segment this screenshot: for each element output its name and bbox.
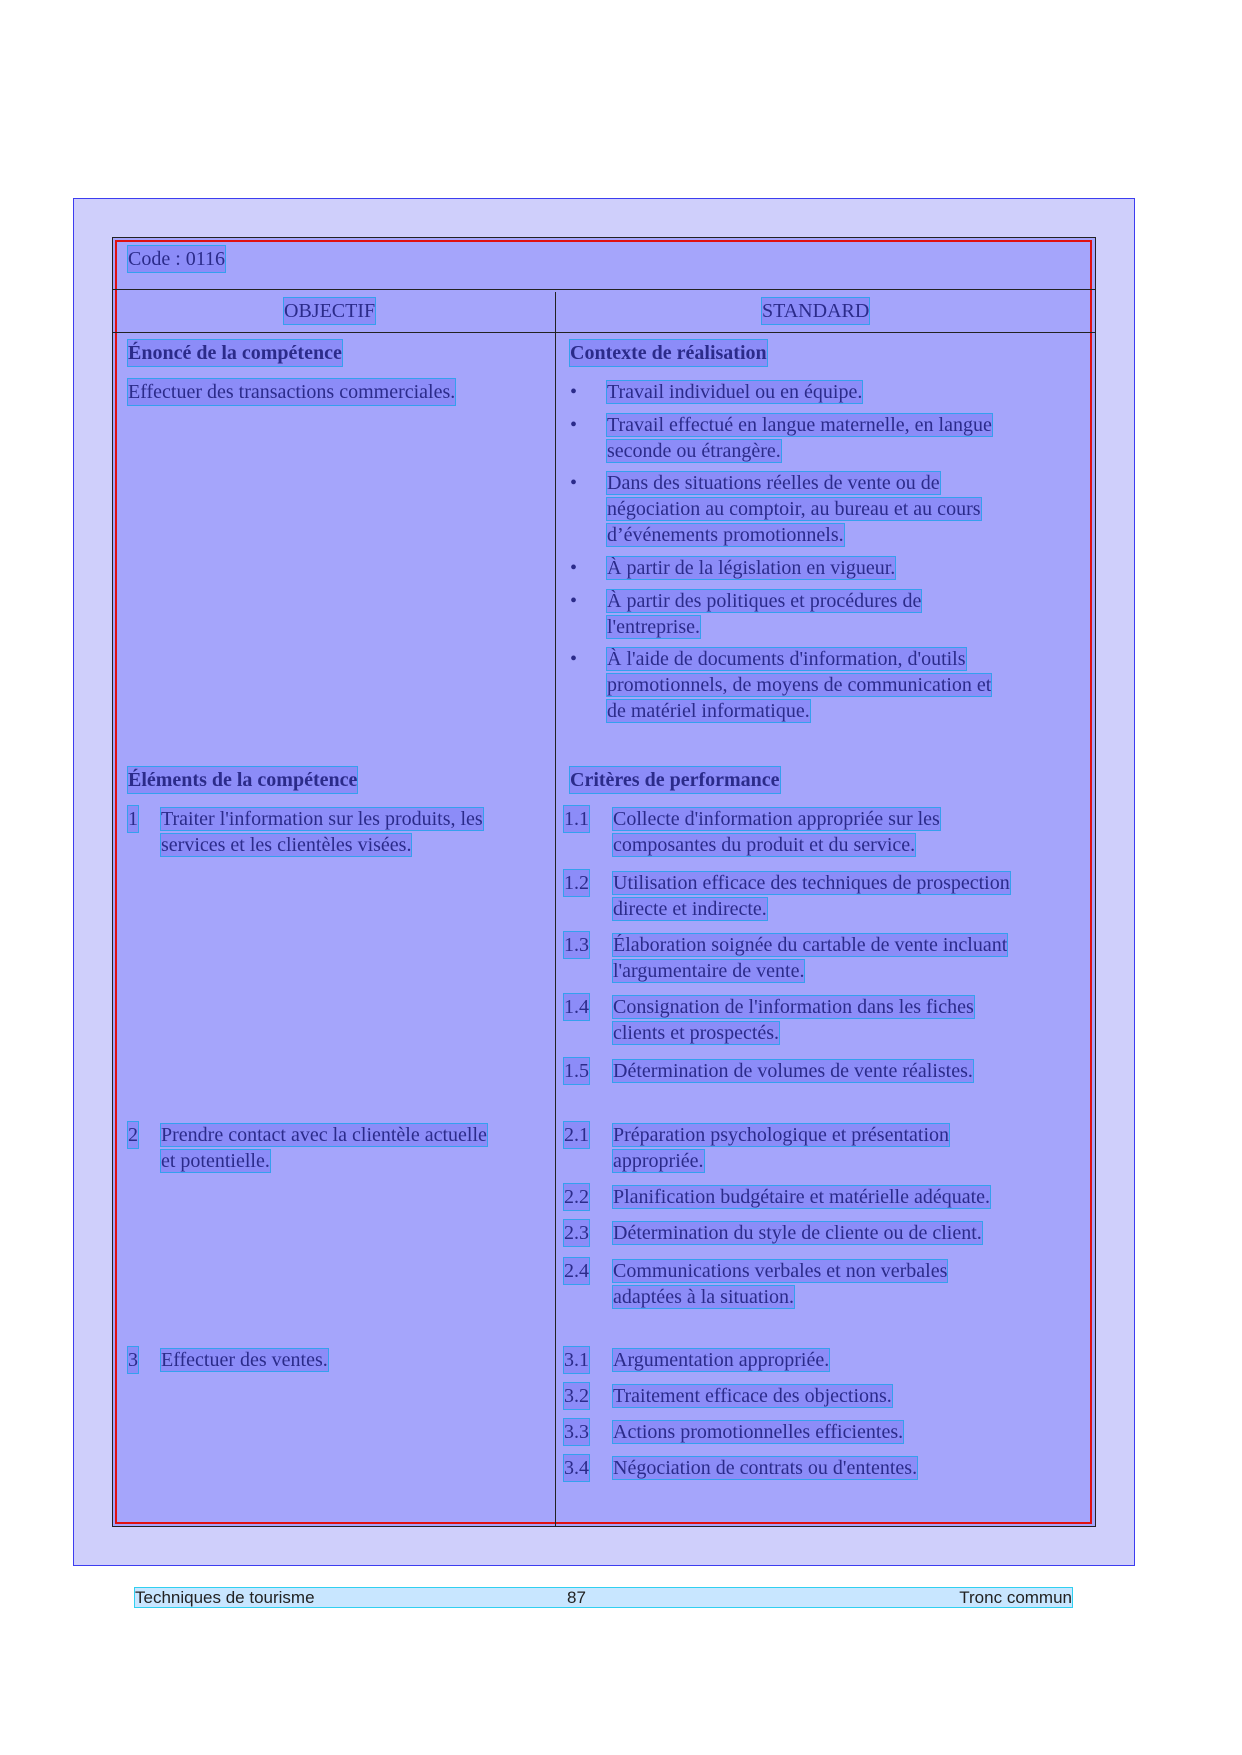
contexte-item-line: Dans des situations réelles de vente ou de xyxy=(607,472,940,494)
criterion-text xyxy=(613,1419,903,1445)
criterion-number: 1.2 xyxy=(564,872,589,894)
criterion-text-line: Traitement efficace des objections. xyxy=(613,1385,892,1407)
criterion-text-line: directe et indirecte. xyxy=(613,898,767,920)
criterion-number: 1.5 xyxy=(564,1060,589,1082)
element-text-line: et potentielle. xyxy=(161,1150,270,1172)
criterion-text xyxy=(613,1122,949,1174)
element-number: 2 xyxy=(128,1124,138,1146)
contexte-item-line: Travail individuel ou en équipe. xyxy=(607,381,863,403)
criterion-text-line: composantes du produit et du service. xyxy=(613,834,916,856)
column-divider xyxy=(555,292,556,1527)
criteres-heading: Critères de performance xyxy=(570,769,780,791)
criterion-text-line: Détermination du style de cliente ou de client. xyxy=(613,1222,982,1244)
contexte-item-line: négociation au comptoir, au bureau et au cours xyxy=(607,498,981,520)
criterion-number: 2.2 xyxy=(564,1186,589,1208)
footer-right: Tronc commun xyxy=(959,1588,1072,1607)
contexte-item xyxy=(607,555,895,581)
enonce-text: Effectuer des transactions commerciales. xyxy=(128,381,456,403)
footer-page-number: 87 xyxy=(567,1588,586,1607)
contexte-item-line: Travail effectué en langue maternelle, en langue xyxy=(607,414,992,436)
contexte-item-line: de matériel informatique. xyxy=(607,700,810,722)
element-text xyxy=(161,1122,487,1174)
contexte-item xyxy=(607,412,992,464)
criterion-text xyxy=(613,1383,892,1409)
criterion-text xyxy=(613,870,1010,922)
element-number: 1 xyxy=(128,808,138,830)
criterion-text-line: Consignation de l'information dans les fiches xyxy=(613,996,974,1018)
element-text-line: Prendre contact avec la clientèle actuelle xyxy=(161,1124,487,1146)
criterion-number: 1.3 xyxy=(564,934,589,956)
criterion-text-line: Argumentation appropriée. xyxy=(613,1349,830,1371)
contexte-item xyxy=(607,470,981,548)
contexte-heading: Contexte de réalisation xyxy=(570,342,767,364)
element-number: 3 xyxy=(128,1349,138,1371)
criterion-text xyxy=(613,1455,917,1481)
element-text xyxy=(161,806,483,858)
criterion-text xyxy=(613,994,974,1046)
bullet-icon: • xyxy=(570,381,578,403)
contexte-item-line: promotionnels, de moyens de communication et xyxy=(607,674,992,696)
page-footer xyxy=(135,1588,1072,1607)
header-bottom-rule xyxy=(113,332,1095,333)
criterion-number: 1.1 xyxy=(564,808,589,830)
criterion-text xyxy=(613,1347,829,1373)
bullet-icon: • xyxy=(570,557,578,579)
criterion-text xyxy=(613,1220,982,1246)
criterion-text-line: Élaboration soignée du cartable de vente incluant xyxy=(613,934,1008,956)
criterion-text xyxy=(613,806,940,858)
criterion-text-line: Collecte d'information appropriée sur les xyxy=(613,808,940,830)
standard-header: STANDARD xyxy=(762,300,870,322)
criterion-text xyxy=(613,932,1007,984)
criterion-text-line: Actions promotionnelles efficientes. xyxy=(613,1421,904,1443)
contexte-item xyxy=(607,379,862,405)
criterion-number: 2.1 xyxy=(564,1124,589,1146)
bullet-icon: • xyxy=(570,414,578,436)
contexte-item-line: l'entreprise. xyxy=(607,616,701,638)
criterion-text-line: Communications verbales et non verbales xyxy=(613,1260,948,1282)
criterion-text xyxy=(613,1058,973,1084)
criterion-number: 3.2 xyxy=(564,1385,589,1407)
criterion-text-line: adaptées à la situation. xyxy=(613,1286,795,1308)
criterion-number: 3.3 xyxy=(564,1421,589,1443)
footer-left: Techniques de tourisme xyxy=(135,1588,315,1607)
element-text-line: Traiter l'information sur les produits, les xyxy=(161,808,483,830)
criterion-text-line: Préparation psychologique et présentation xyxy=(613,1124,950,1146)
element-text-line: services et les clientèles visées. xyxy=(161,834,412,856)
criterion-text xyxy=(613,1258,947,1310)
contexte-item xyxy=(607,646,991,724)
bullet-icon: • xyxy=(570,590,578,612)
criterion-text-line: clients et prospectés. xyxy=(613,1022,780,1044)
objectif-header: OBJECTIF xyxy=(284,300,376,322)
contexte-item-line: d’événements promotionnels. xyxy=(607,524,844,546)
code-label: Code : 0116 xyxy=(128,248,226,270)
criterion-number: 3.1 xyxy=(564,1349,589,1371)
contexte-item-line: seconde ou étrangère. xyxy=(607,440,781,462)
elements-heading: Éléments de la compétence xyxy=(128,769,358,791)
contexte-item-line: À partir de la législation en vigueur. xyxy=(607,557,896,579)
criterion-number: 2.4 xyxy=(564,1260,589,1282)
criterion-text-line: Négociation de contrats ou d'ententes. xyxy=(613,1457,918,1479)
criterion-number: 3.4 xyxy=(564,1457,589,1479)
criterion-text-line: Utilisation efficace des techniques de prospection xyxy=(613,872,1010,894)
criterion-text-line: appropriée. xyxy=(613,1150,704,1172)
contexte-item-line: À partir des politiques et procédures de xyxy=(607,590,922,612)
criterion-text-line: Planification budgétaire et matérielle adéquate. xyxy=(613,1186,991,1208)
bullet-icon: • xyxy=(570,472,578,494)
contexte-item-line: À l'aide de documents d'information, d'outils xyxy=(607,648,966,670)
enonce-heading: Énoncé de la compétence xyxy=(128,342,342,364)
criterion-text xyxy=(613,1184,990,1210)
bullet-icon: • xyxy=(570,648,578,670)
criterion-number: 2.3 xyxy=(564,1222,589,1244)
element-text-line: Effectuer des ventes. xyxy=(161,1349,328,1371)
criterion-number: 1.4 xyxy=(564,996,589,1018)
criterion-text-line: l'argumentaire de vente. xyxy=(613,960,805,982)
criterion-text-line: Détermination de volumes de vente réalistes. xyxy=(613,1060,973,1082)
contexte-item xyxy=(607,588,921,640)
element-text xyxy=(161,1347,328,1373)
header-top-rule xyxy=(113,289,1095,290)
